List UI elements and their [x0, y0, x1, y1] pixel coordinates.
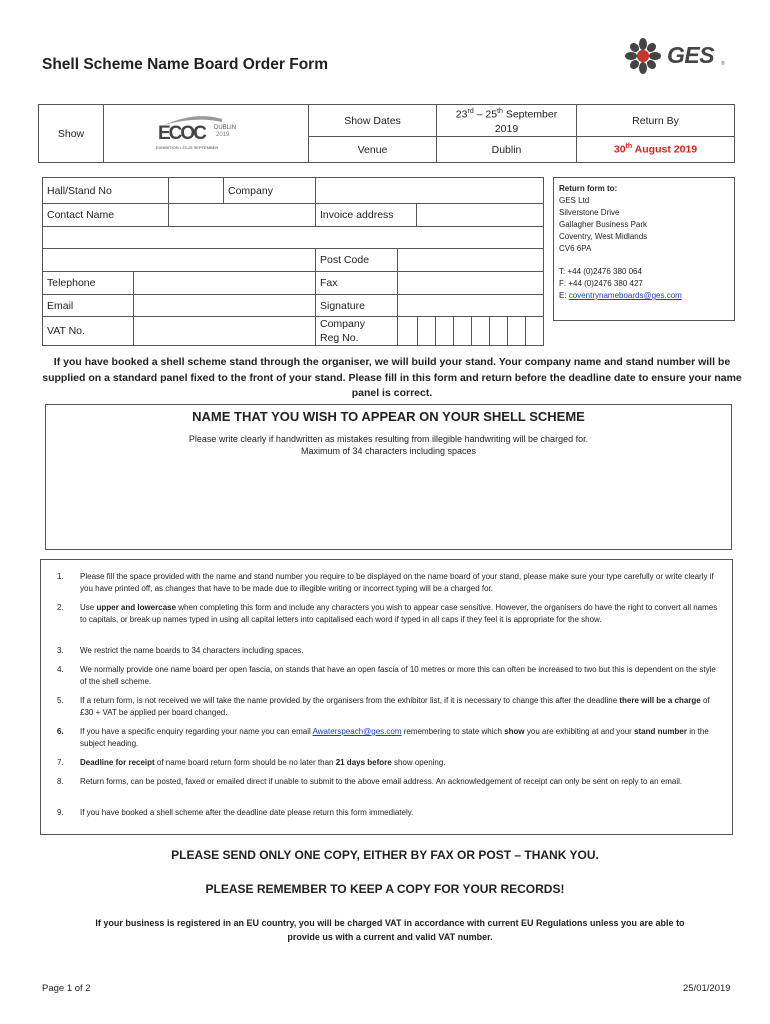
name-box-instructions: Please write clearly if handwritten as mistakes resulting from illegible handwriting will be charged for. Maximum of 34 characters including spaces — [188, 434, 589, 456]
venue-value-cell — [436, 136, 577, 163]
company-reg-digit[interactable] — [525, 316, 544, 346]
signature-label: Signature — [315, 294, 398, 317]
venue-label-cell — [308, 136, 437, 163]
show-dates-line1: 23rd – 25th September — [455, 108, 558, 121]
venue-label: Venue — [357, 143, 388, 156]
return-by-value: 30th August 2019 — [613, 143, 698, 156]
company-field[interactable] — [315, 177, 544, 204]
hall-stand-label: Hall/Stand No — [42, 177, 169, 204]
show-label-cell — [38, 104, 104, 163]
return-email-line: E: coventrynameboards@ges.com — [559, 291, 682, 300]
vat-notice: If your business is registered in an EU country, you will be charged VAT in accordance with current EU Regulations unless you are able to provide us with a current and valid VAT number. — [95, 918, 685, 942]
ecoc-logo-city: DUBLIN — [214, 124, 237, 131]
ges-logo-text: GES — [667, 42, 715, 68]
address-continued-field[interactable] — [42, 226, 544, 249]
address-continued-field-2[interactable] — [42, 248, 316, 272]
invoice-address-label: Invoice address — [315, 203, 417, 227]
telephone-field[interactable] — [133, 271, 316, 295]
name-entry-box[interactable] — [45, 404, 732, 550]
fax-label: Fax — [315, 271, 398, 295]
invoice-address-field[interactable] — [416, 203, 544, 227]
return-telephone: T: +44 (0)2476 380 064 — [559, 267, 642, 276]
hall-stand-field[interactable] — [168, 177, 224, 204]
ecoc-logo-year: 2019 — [216, 131, 230, 138]
return-email-link[interactable]: coventrynameboards@ges.com — [568, 291, 682, 300]
post-code-field[interactable] — [397, 248, 544, 272]
company-reg-digit[interactable] — [397, 316, 418, 346]
fax-field[interactable] — [397, 271, 544, 295]
return-address-line: Coventry, West Midlands — [559, 232, 648, 241]
email-field[interactable] — [133, 294, 316, 317]
show-dates-label-cell — [308, 104, 437, 137]
return-by-label-cell — [576, 104, 735, 137]
vat-no-field[interactable] — [133, 316, 316, 346]
company-reg-digit[interactable] — [417, 316, 436, 346]
company-reg-digit[interactable] — [453, 316, 472, 346]
page-number: Page 1 of 2 — [42, 983, 91, 994]
registered-mark: ® — [721, 61, 725, 67]
company-label: Company — [223, 177, 316, 204]
show-label: Show — [57, 127, 85, 140]
return-by-value-cell — [576, 136, 735, 163]
show-dates-value-cell — [436, 104, 577, 137]
ecoc-logo — [156, 113, 256, 155]
vat-no-label: VAT No. — [42, 316, 134, 346]
ecoc-logo-main: ECOC — [158, 122, 205, 144]
company-reg-digit[interactable] — [489, 316, 508, 346]
return-address-line: Gallagher Business Park — [559, 220, 648, 229]
return-fax: F: +44 (0)2476 380 427 — [559, 279, 643, 288]
company-reg-digit[interactable] — [435, 316, 454, 346]
return-to-heading: Return form to: — [559, 184, 618, 193]
signature-field[interactable] — [397, 294, 544, 317]
contact-name-label: Contact Name — [42, 203, 169, 227]
return-address-line: Silverstone Drive — [559, 208, 620, 217]
shell-scheme-notice: If you have booked a shell scheme stand through the organiser, we will build your stand. Your company name and stand number will be supplied on a standard panel fixed to the front of your stand. Please fill in this form and return before the deadline date to ensure your name panel is correct. — [42, 356, 742, 399]
company-reg-label: Company Reg No. — [315, 316, 398, 346]
venue-value: Dublin — [491, 143, 522, 156]
show-dates-label: Show Dates — [344, 114, 401, 127]
return-address-line: GES Ltd — [559, 196, 590, 205]
return-by-label: Return By — [632, 114, 679, 127]
company-reg-digit[interactable] — [471, 316, 490, 346]
document-date: 25/01/2019 — [683, 983, 731, 994]
show-logo-cell — [103, 104, 309, 163]
company-reg-digit[interactable] — [507, 316, 526, 346]
post-code-label: Post Code — [315, 248, 398, 272]
show-dates-line2: 2019 — [494, 122, 519, 135]
email-label: Email — [42, 294, 134, 317]
page-title: Shell Scheme Name Board Order Form — [42, 56, 328, 73]
contact-name-field[interactable] — [168, 203, 316, 227]
return-address-line: CV6 6PA — [559, 244, 592, 253]
telephone-label: Telephone — [42, 271, 134, 295]
enquiry-email-link[interactable]: Awaterspeach@ges.com — [312, 727, 402, 736]
ecoc-logo-exhibition: EXHIBITION • 23-25 SEPTEMBER — [156, 144, 219, 150]
name-box-heading: NAME THAT YOU WISH TO APPEAR ON YOUR SHELL SCHEME — [192, 409, 585, 424]
send-one-copy-notice: PLEASE SEND ONLY ONE COPY, EITHER BY FAX OR POST – THANK YOU. — [171, 848, 599, 862]
keep-copy-notice: PLEASE REMEMBER TO KEEP A COPY FOR YOUR RECORDS! — [205, 882, 565, 896]
